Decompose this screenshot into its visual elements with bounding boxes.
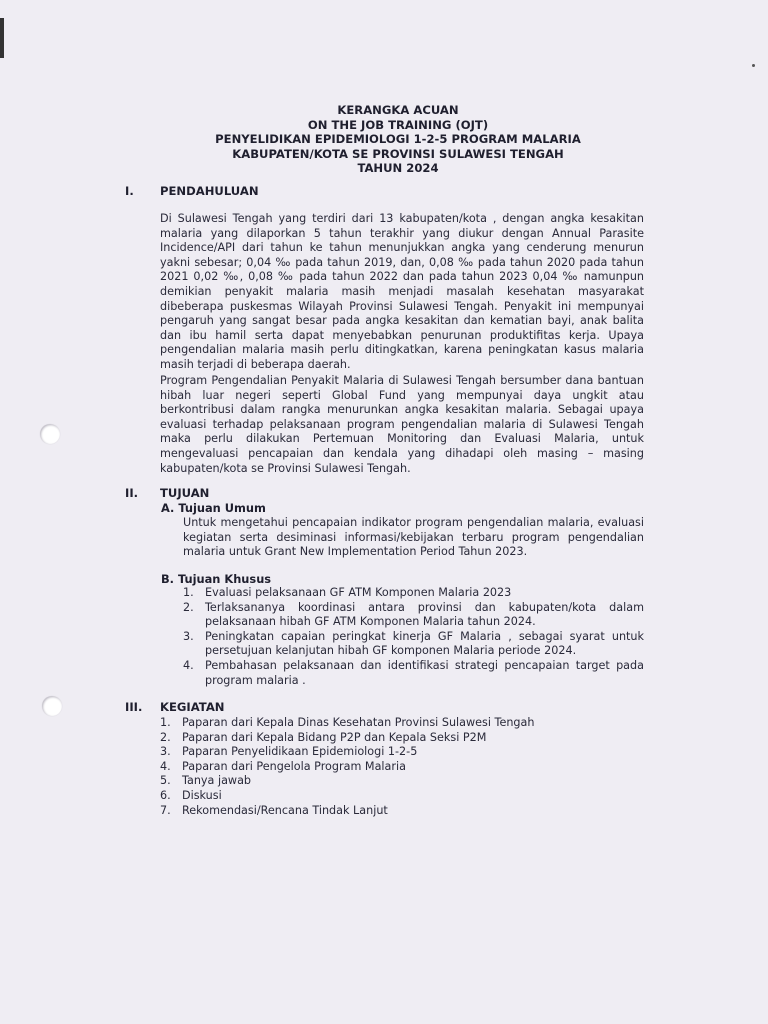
- scan-edge-mark: [0, 18, 4, 58]
- list-item-text: Tanya jawab: [182, 774, 252, 788]
- punch-hole-upper: [40, 424, 60, 444]
- list-item-number: 7.: [160, 803, 171, 817]
- list-item: [183, 659, 644, 688]
- list-item-number: 1.: [183, 586, 194, 599]
- section-title: TUJUAN: [160, 486, 210, 500]
- pendahuluan-paragraph-1: Di Sulawesi Tengah yang terdiri dari 13 kabupaten/kota , dengan angka kesakitan malaria yang dilaporkan 5 tahun terakhir yang diukur dengan Annual Parasite Incidence/API dari tahun ke tahun menunjukkan angka yang cenderung menurun yakni sebesar; 0,04 ‰ pada tahun 2019, dan, 0,08 ‰ pada tahun 2020 pada tahun 2021 0,02 ‰, 0,08 ‰ pada tahun 2022 dan pada tahun 2023 0,04 ‰ namunpun demikian penyakit malaria masih menjadi masalah kesehatan masyarakat dibeberapa puskesmas Wilayah Provinsi Sulawesi Tengah. Penyakit ini mempunyai pengaruh yang sangat besar pada angka kesakitan dan kematian bayi, anak balita dan ibu hamil serta dapat menyebabkan penurunan produktifitas kerja. Upaya pengendalian malaria masih perlu ditingkatkan, karena peningkatan kasus malaria masih terjadi di beberapa daerah.: [160, 212, 644, 371]
- list-item-number: 5.: [160, 774, 171, 788]
- list-item-text: Paparan dari Kepala Bidang P2P dan Kepala Seksi P2M: [182, 730, 487, 744]
- header-line-3: PENYELIDIKAN EPIDEMIOLOGI 1-2-5 PROGRAM MALARIA: [215, 132, 581, 147]
- list-item-number: 2.: [160, 730, 171, 744]
- list-item-text: Evaluasi pelaksanaan GF ATM Komponen Malaria 2023: [205, 586, 512, 599]
- list-item-number: 2.: [183, 600, 194, 614]
- header-line-5: TAHUN 2024: [357, 161, 439, 176]
- section-number: II.: [125, 486, 139, 500]
- list-item: [160, 774, 644, 789]
- section-number: III.: [125, 700, 143, 714]
- kegiatan-list: [160, 716, 644, 818]
- list-item-text: Rekomendasi/Rencana Tindak Lanjut: [182, 803, 388, 817]
- list-item-text: Paparan dari Pengelola Program Malaria: [182, 759, 406, 773]
- list-item: [183, 601, 644, 630]
- scan-speck: [752, 64, 755, 67]
- list-item-number: 3.: [160, 745, 171, 759]
- header-line-2: ON THE JOB TRAINING (OJT): [307, 117, 489, 132]
- list-item-text: Paparan dari Kepala Dinas Kesehatan Provinsi Sulawesi Tengah: [182, 716, 535, 729]
- section-title: PENDAHULUAN: [160, 184, 259, 198]
- list-item-number: 4.: [183, 658, 194, 672]
- list-item-text: Pembahasan pelaksanaan dan identifikasi strategi pencapaian target pada program malaria .: [205, 658, 644, 687]
- list-item-number: 4.: [160, 759, 171, 773]
- document-header: [160, 103, 636, 176]
- tujuan-umum-text: Untuk mengetahui pencapaian indikator program pengendalian malaria, evaluasi kegiatan serta desiminasi informasi/kebijakan terbaru program pengendalian malaria untuk Grant New Implementation Period Tahun 2023.: [183, 516, 644, 559]
- punch-hole-lower: [42, 696, 62, 716]
- header-line-4: KABUPATEN/KOTA SE PROVINSI SULAWESI TENGAH: [232, 146, 564, 161]
- tujuan-khusus-heading: B. Tujuan Khusus: [161, 572, 272, 586]
- tujuan-khusus-list: [183, 586, 644, 688]
- list-item-text: Paparan Penyelidikaan Epidemiologi 1-2-5: [182, 745, 418, 759]
- list-item: [160, 716, 644, 731]
- list-item-text: Diskusi: [182, 788, 222, 802]
- section-title: KEGIATAN: [160, 700, 225, 714]
- list-item: [183, 586, 644, 601]
- list-item: [183, 630, 644, 659]
- list-item-number: 3.: [183, 629, 194, 643]
- section-number: I.: [125, 184, 134, 198]
- list-item: [160, 789, 644, 804]
- list-item: [160, 731, 644, 746]
- list-item-number: 6.: [160, 788, 171, 802]
- list-item-text: Terlaksananya koordinasi antara provinsi dan kabupaten/kota dalam pelaksanaan hibah GF ATM Komponen Malaria tahun 2024.: [205, 600, 644, 629]
- pendahuluan-paragraph-2: Program Pengendalian Penyakit Malaria di Sulawesi Tengah bersumber dana bantuan hibah luar negeri seperti Global Fund yang mempunyai daya ungkit atau berkontribusi dalam rangka menurunkan angka kesakitan malaria. Sebagai upaya evaluasi terhadap pelaksanaan program pengendalian malaria di Sulawesi Tengah maka perlu dilakukan Pertemuan Monitoring dan Evaluasi Malaria, untuk mengevaluasi pencapaian dan kendala yang dihadapi oleh masing – masing kabupaten/kota se Provinsi Sulawesi Tengah.: [160, 374, 644, 475]
- list-item: [160, 745, 644, 760]
- list-item-text: Peningkatan capaian peringkat kinerja GF Malaria , sebagai syarat untuk persetujuan kelanjutan hibah GF komponen Malaria periode 2024.: [205, 629, 644, 658]
- list-item: [160, 804, 644, 819]
- list-item: [160, 760, 644, 775]
- tujuan-umum-heading: A. Tujuan Umum: [161, 501, 266, 515]
- list-item-number: 1.: [160, 716, 171, 729]
- header-line-1: KERANGKA ACUAN: [337, 103, 459, 117]
